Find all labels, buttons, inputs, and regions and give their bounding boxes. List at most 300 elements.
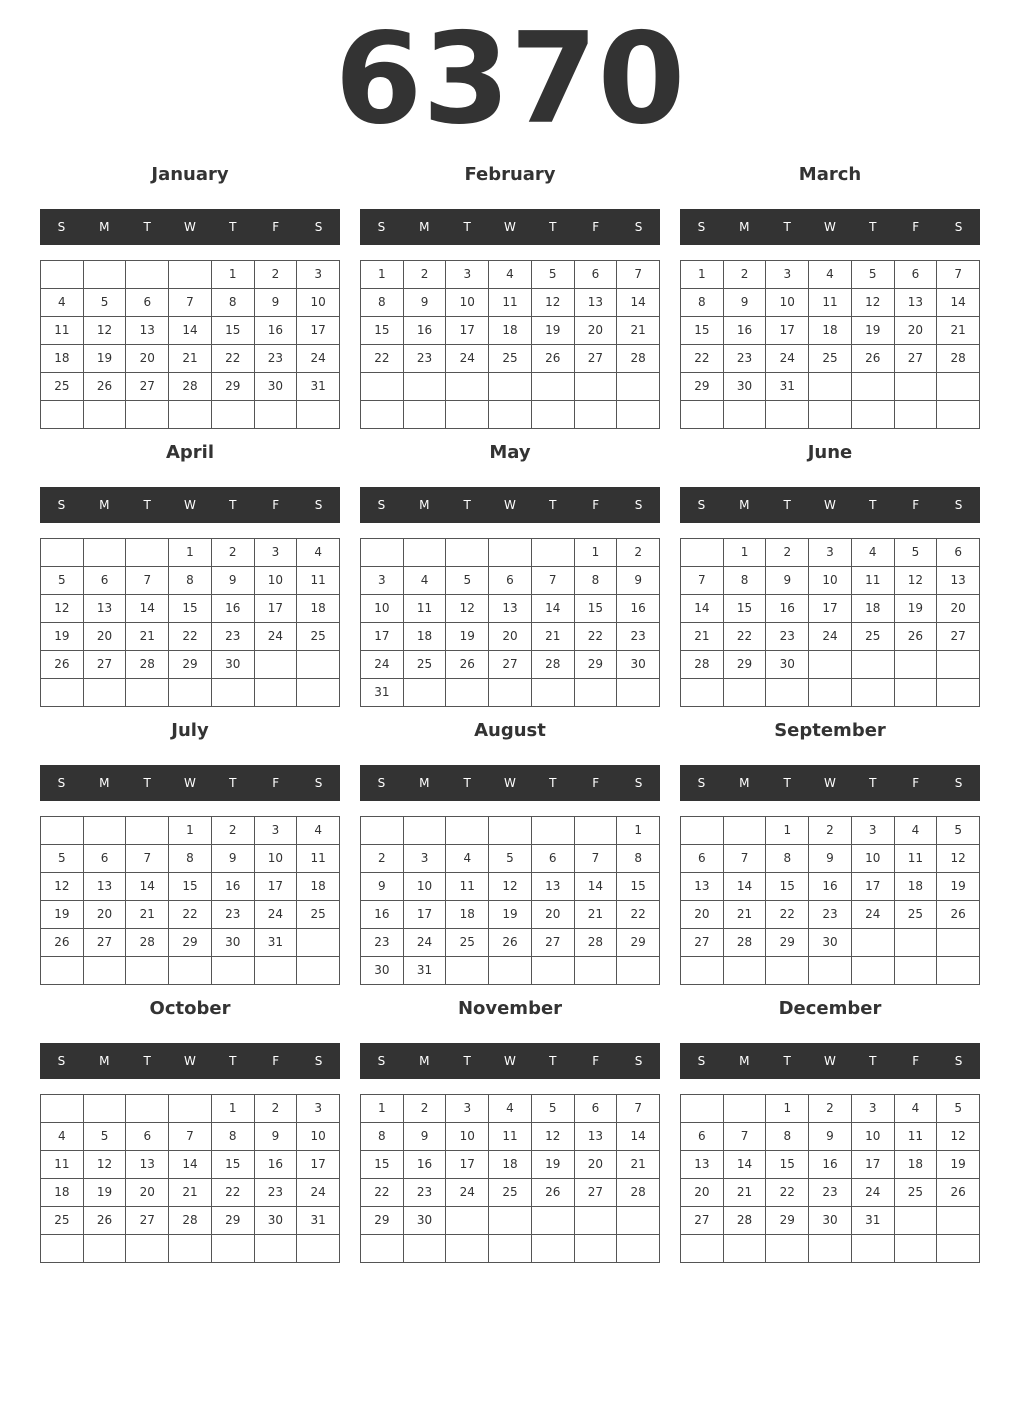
day-cell: 28 [126,651,169,679]
weekday-label: S [377,1054,386,1068]
day-cell: 5 [446,567,489,595]
day-cell: 10 [297,289,340,317]
weekday-header [680,765,980,801]
empty-day-cell [404,401,447,429]
day-cell: 30 [361,957,404,985]
day-cell: 23 [809,901,852,929]
day-cell: 11 [446,873,489,901]
weekday-label: S [697,1054,706,1068]
empty-day-cell [617,957,660,985]
day-cell: 7 [681,567,724,595]
day-cell: 7 [724,845,767,873]
weekday-label: S [954,220,963,234]
day-cell: 3 [297,261,340,289]
day-cell: 16 [212,595,255,623]
day-cell: 7 [169,1123,212,1151]
day-cell: 17 [297,317,340,345]
weekday-header [360,487,660,523]
empty-day-cell [84,539,127,567]
weekday-header [360,1043,660,1079]
day-cell: 10 [297,1123,340,1151]
day-cell: 17 [852,873,895,901]
day-cell: 6 [681,1123,724,1151]
day-cell: 8 [361,1123,404,1151]
day-cell: 8 [212,289,255,317]
day-cell: 2 [809,817,852,845]
day-cell: 14 [126,873,169,901]
day-cell: 5 [532,1095,575,1123]
weekday-label: M [419,776,430,790]
month-march [680,160,980,429]
weekday-label: T [229,776,237,790]
day-cell: 28 [169,373,212,401]
day-cell: 16 [617,595,660,623]
empty-day-cell [361,817,404,845]
empty-day-cell [169,679,212,707]
day-cell: 25 [297,901,340,929]
weekday-label: F [272,498,280,512]
day-cell: 14 [724,873,767,901]
month-november [360,994,660,1263]
weekday-label: M [99,776,110,790]
day-cell: 26 [937,901,980,929]
day-cell: 3 [255,817,298,845]
day-cell: 26 [895,623,938,651]
day-cell: 27 [895,345,938,373]
weekday-label: T [549,776,557,790]
year-title: 6370 [334,5,686,152]
weekday-label: S [954,1054,963,1068]
day-cell: 14 [169,317,212,345]
empty-day-cell [404,817,447,845]
day-cell: 31 [766,373,809,401]
empty-day-cell [489,1207,532,1235]
day-cell: 15 [766,873,809,901]
day-cell: 19 [895,595,938,623]
day-cell: 26 [41,651,84,679]
weekday-label: T [869,220,877,234]
empty-day-cell [937,651,980,679]
month-name: September [774,720,886,741]
month-name: August [474,720,546,741]
weekday-label: T [143,220,151,234]
day-cell: 21 [532,623,575,651]
day-cell: 7 [937,261,980,289]
day-cell: 24 [297,1179,340,1207]
empty-day-cell [895,957,938,985]
day-cell: 9 [212,845,255,873]
empty-day-cell [937,373,980,401]
day-cell: 23 [809,1179,852,1207]
weekday-label: T [783,776,791,790]
day-cell: 19 [84,345,127,373]
day-cell: 9 [361,873,404,901]
empty-day-cell [617,401,660,429]
day-cell: 4 [446,845,489,873]
weekday-label: S [697,498,706,512]
weekday-label: W [824,776,836,790]
day-cell: 30 [809,1207,852,1235]
day-cell: 9 [617,567,660,595]
weekday-label: F [912,498,920,512]
empty-day-cell [404,539,447,567]
empty-day-cell [446,401,489,429]
day-cell: 20 [937,595,980,623]
empty-day-cell [169,1095,212,1123]
empty-day-cell [575,957,618,985]
empty-day-cell [895,679,938,707]
days-grid [360,1094,660,1263]
weekday-header [40,487,340,523]
day-cell: 7 [575,845,618,873]
day-cell: 23 [404,1179,447,1207]
month-name: January [151,164,229,185]
empty-day-cell [681,957,724,985]
month-name: February [464,164,556,185]
days-grid [680,1094,980,1263]
day-cell: 21 [126,623,169,651]
day-cell: 9 [724,289,767,317]
weekday-label: T [463,220,471,234]
day-cell: 13 [575,289,618,317]
day-cell: 31 [255,929,298,957]
empty-day-cell [809,957,852,985]
day-cell: 26 [446,651,489,679]
day-cell: 17 [255,873,298,901]
month-january [40,160,340,429]
empty-day-cell [404,373,447,401]
weekday-label: F [912,776,920,790]
empty-day-cell [532,817,575,845]
day-cell: 19 [41,901,84,929]
day-cell: 6 [489,567,532,595]
weekday-label: T [463,776,471,790]
day-cell: 6 [84,567,127,595]
month-name: June [807,442,853,463]
day-cell: 2 [255,1095,298,1123]
day-cell: 20 [575,317,618,345]
weekday-label: M [419,1054,430,1068]
weekday-label: F [592,776,600,790]
empty-day-cell [532,679,575,707]
weekday-header [680,487,980,523]
empty-day-cell [937,1235,980,1263]
day-cell: 16 [766,595,809,623]
day-cell: 19 [532,317,575,345]
day-cell: 28 [681,651,724,679]
empty-day-cell [575,1207,618,1235]
day-cell: 6 [895,261,938,289]
empty-day-cell [532,957,575,985]
empty-day-cell [852,651,895,679]
empty-day-cell [84,679,127,707]
weekday-label: F [272,220,280,234]
empty-day-cell [489,1235,532,1263]
empty-day-cell [681,1095,724,1123]
weekday-label: S [314,776,323,790]
weekday-header [40,765,340,801]
day-cell: 9 [766,567,809,595]
day-cell: 25 [446,929,489,957]
day-cell: 3 [446,261,489,289]
day-cell: 11 [895,1123,938,1151]
day-cell: 7 [617,1095,660,1123]
day-cell: 28 [575,929,618,957]
day-cell: 15 [212,1151,255,1179]
weekday-header [40,209,340,245]
empty-day-cell [297,401,340,429]
day-cell: 6 [937,539,980,567]
weekday-label: F [592,1054,600,1068]
day-cell: 6 [126,289,169,317]
day-cell: 27 [937,623,980,651]
day-cell: 18 [895,1151,938,1179]
empty-day-cell [41,1095,84,1123]
day-cell: 29 [169,929,212,957]
day-cell: 22 [766,901,809,929]
day-cell: 4 [41,1123,84,1151]
empty-day-cell [489,373,532,401]
weekday-label: F [272,1054,280,1068]
day-cell: 18 [446,901,489,929]
weekday-label: T [869,1054,877,1068]
weekday-label: W [504,1054,516,1068]
empty-day-cell [84,261,127,289]
day-cell: 11 [809,289,852,317]
day-cell: 25 [852,623,895,651]
day-cell: 30 [255,373,298,401]
day-cell: 10 [446,1123,489,1151]
day-cell: 11 [895,845,938,873]
empty-day-cell [895,929,938,957]
day-cell: 20 [895,317,938,345]
day-cell: 24 [446,345,489,373]
weekday-label: T [229,498,237,512]
days-grid [680,538,980,707]
month-february [360,160,660,429]
day-cell: 1 [169,817,212,845]
weekday-label: T [783,220,791,234]
weekday-label: T [549,498,557,512]
empty-day-cell [297,929,340,957]
day-cell: 13 [84,595,127,623]
weekday-label: M [739,776,750,790]
day-cell: 5 [895,539,938,567]
day-cell: 6 [681,845,724,873]
empty-day-cell [446,957,489,985]
day-cell: 20 [126,1179,169,1207]
empty-day-cell [724,1235,767,1263]
weekday-label: M [419,498,430,512]
weekday-label: T [549,220,557,234]
empty-day-cell [617,1235,660,1263]
day-cell: 3 [852,817,895,845]
empty-day-cell [575,373,618,401]
day-cell: 22 [724,623,767,651]
day-cell: 10 [852,1123,895,1151]
day-cell: 15 [681,317,724,345]
day-cell: 12 [532,289,575,317]
day-cell: 9 [809,845,852,873]
day-cell: 17 [446,317,489,345]
weekday-label: S [314,220,323,234]
day-cell: 21 [575,901,618,929]
day-cell: 20 [84,623,127,651]
day-cell: 16 [809,1151,852,1179]
day-cell: 29 [575,651,618,679]
weekday-label: S [57,498,66,512]
empty-day-cell [852,1235,895,1263]
day-cell: 12 [852,289,895,317]
day-cell: 18 [404,623,447,651]
day-cell: 12 [446,595,489,623]
day-cell: 18 [297,595,340,623]
day-cell: 18 [489,1151,532,1179]
day-cell: 2 [724,261,767,289]
empty-day-cell [84,1235,127,1263]
day-cell: 11 [41,317,84,345]
month-may [360,438,660,707]
day-cell: 31 [404,957,447,985]
day-cell: 11 [297,845,340,873]
empty-day-cell [126,679,169,707]
day-cell: 26 [489,929,532,957]
day-cell: 6 [575,1095,618,1123]
day-cell: 6 [532,845,575,873]
day-cell: 21 [169,1179,212,1207]
weekday-label: F [272,776,280,790]
day-cell: 3 [255,539,298,567]
empty-day-cell [852,401,895,429]
day-cell: 27 [681,929,724,957]
day-cell: 24 [852,1179,895,1207]
day-cell: 13 [681,873,724,901]
day-cell: 13 [681,1151,724,1179]
day-cell: 20 [84,901,127,929]
month-december [680,994,980,1263]
day-cell: 28 [617,345,660,373]
empty-day-cell [126,1235,169,1263]
empty-day-cell [84,957,127,985]
day-cell: 8 [681,289,724,317]
empty-day-cell [852,679,895,707]
empty-day-cell [809,373,852,401]
empty-day-cell [724,1095,767,1123]
empty-day-cell [766,401,809,429]
day-cell: 18 [809,317,852,345]
day-cell: 3 [404,845,447,873]
day-cell: 22 [617,901,660,929]
days-grid [40,538,340,707]
day-cell: 19 [41,623,84,651]
day-cell: 1 [169,539,212,567]
day-cell: 15 [724,595,767,623]
day-cell: 1 [681,261,724,289]
weekday-header [40,1043,340,1079]
days-grid [40,1094,340,1263]
day-cell: 30 [404,1207,447,1235]
empty-day-cell [766,1235,809,1263]
empty-day-cell [212,401,255,429]
day-cell: 16 [255,1151,298,1179]
day-cell: 4 [404,567,447,595]
day-cell: 7 [169,289,212,317]
day-cell: 25 [895,1179,938,1207]
day-cell: 3 [297,1095,340,1123]
day-cell: 21 [169,345,212,373]
empty-day-cell [446,1235,489,1263]
empty-day-cell [895,651,938,679]
empty-day-cell [446,539,489,567]
empty-day-cell [297,957,340,985]
day-cell: 15 [617,873,660,901]
day-cell: 12 [937,1123,980,1151]
weekday-label: W [184,1054,196,1068]
empty-day-cell [681,679,724,707]
empty-day-cell [41,261,84,289]
day-cell: 24 [255,623,298,651]
day-cell: 25 [297,623,340,651]
day-cell: 26 [84,373,127,401]
day-cell: 8 [766,1123,809,1151]
day-cell: 17 [809,595,852,623]
day-cell: 1 [212,261,255,289]
weekday-label: T [229,220,237,234]
empty-day-cell [212,1235,255,1263]
day-cell: 27 [575,345,618,373]
weekday-label: S [954,776,963,790]
weekday-label: S [634,220,643,234]
empty-day-cell [255,401,298,429]
day-cell: 31 [297,373,340,401]
day-cell: 31 [361,679,404,707]
empty-day-cell [361,401,404,429]
day-cell: 4 [297,539,340,567]
day-cell: 14 [617,289,660,317]
day-cell: 8 [169,567,212,595]
empty-day-cell [809,679,852,707]
empty-day-cell [169,957,212,985]
month-name: December [778,998,882,1019]
day-cell: 20 [489,623,532,651]
empty-day-cell [532,373,575,401]
day-cell: 7 [724,1123,767,1151]
day-cell: 4 [895,1095,938,1123]
day-cell: 19 [852,317,895,345]
days-grid [360,538,660,707]
weekday-header [680,1043,980,1079]
weekday-header [680,209,980,245]
weekday-label: W [184,220,196,234]
day-cell: 8 [766,845,809,873]
empty-day-cell [212,679,255,707]
empty-day-cell [575,401,618,429]
day-cell: 21 [617,1151,660,1179]
weekday-label: T [869,498,877,512]
day-cell: 10 [446,289,489,317]
empty-day-cell [404,1235,447,1263]
day-cell: 17 [361,623,404,651]
day-cell: 8 [361,289,404,317]
day-cell: 2 [809,1095,852,1123]
weekday-label: W [184,498,196,512]
day-cell: 19 [937,873,980,901]
day-cell: 21 [681,623,724,651]
month-name: July [171,720,209,741]
day-cell: 16 [361,901,404,929]
weekday-label: W [824,498,836,512]
weekday-label: M [739,1054,750,1068]
